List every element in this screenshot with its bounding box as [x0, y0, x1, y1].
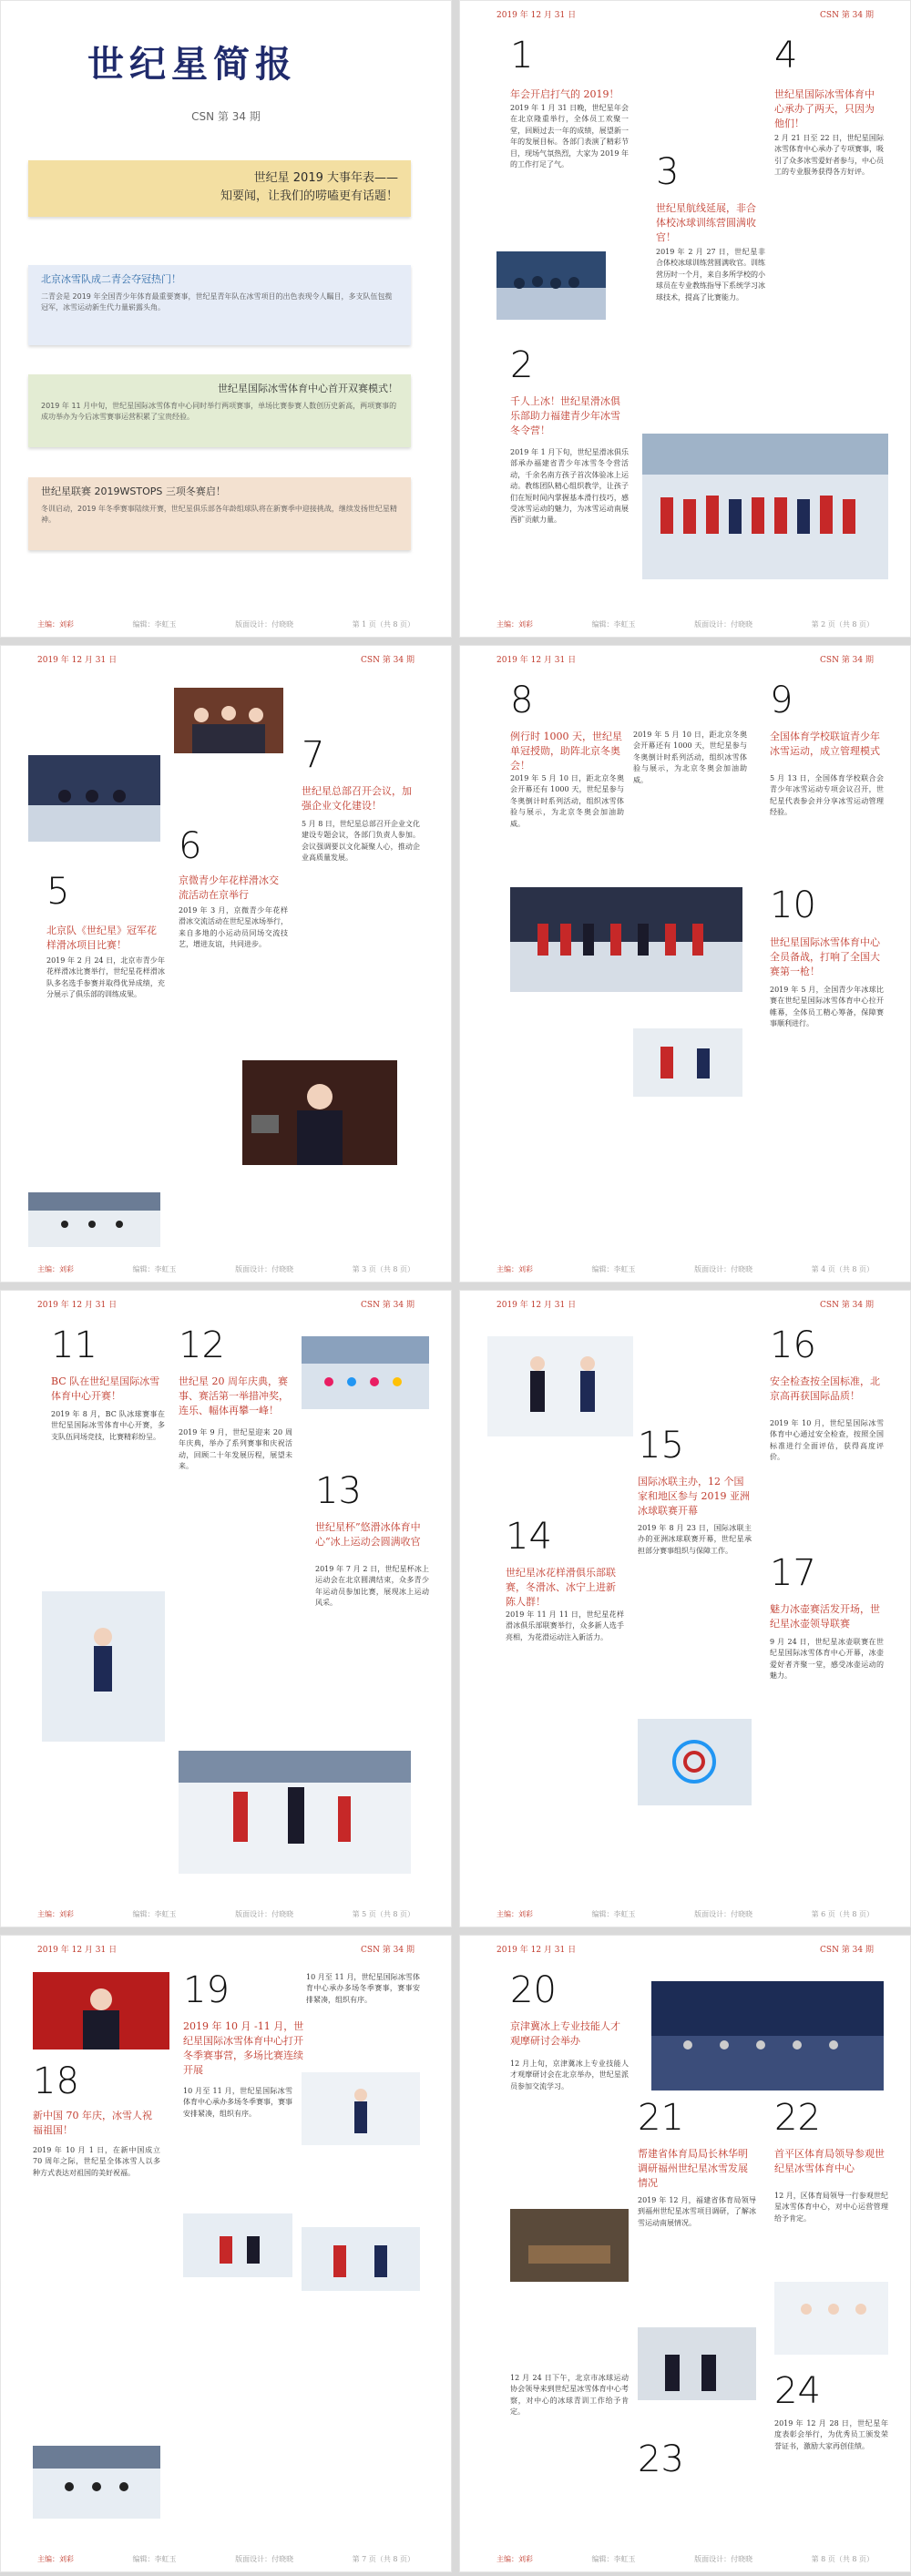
item-number: 23	[638, 2438, 684, 2480]
item-number: 17	[770, 1552, 816, 1594]
item-body-continued: 2019 年 5 月 10 日，距北京冬奥会开幕还有 1000 天，世纪星参与冬奥倒计时系列活动，组织冰雪体验与展示，为北京冬奥会加油助威。	[633, 731, 747, 784]
item-body: 5 月 13 日，全国体育学校联合会青少年冰雪运动专项会议召开，世纪星代表参会并分享冰雪运动管理经验。	[770, 774, 884, 817]
page-footer: 主编：刘彩 编辑：李虹玉 版面设计：付晓晓 第 8 页（共 8 页）	[496, 2555, 874, 2563]
item-body: 2019 年 12 月，福建省体育局领导到福州世纪星冰雪项目调研，了解冰雪运动南展情况。	[638, 2196, 756, 2227]
item-body: 2019 年 9 月，世纪星迎来 20 周年庆典，举办了系列赛事和庆祝活动，回顾二十年发展历程，展望未来。	[179, 1428, 292, 1471]
item-title: 千人上冰！世纪星滑冰俱乐部助力福建青少年冰雪冬令营！	[510, 395, 620, 436]
page-footer: 主编：刘彩 编辑：李虹玉 版面设计：付晓晓 第 5 页（共 8 页）	[37, 1910, 415, 1918]
item-title: 年会开启打气的 2019！	[510, 88, 619, 100]
photo-hockey-team	[642, 434, 888, 579]
item-number: 4	[774, 35, 798, 77]
summary-lead: 北京冰雪队成二青会夺冠热门！	[41, 273, 181, 285]
page-3	[0, 645, 452, 1283]
photo-team-gathering	[510, 887, 742, 992]
item-number: 10	[770, 884, 816, 926]
item-body: 2019 年 11 月 11 日，世纪星花样滑冰俱乐部联赛举行，众多新人选手亮相，为花滑运动注入新活力。	[506, 1610, 624, 1641]
item-body: 2019 年 1 月下旬，世纪星滑冰俱乐部承办福建省青少年冰雪冬令营活动，千余名南方孩子首次体验冰上运动。教练团队精心组织教学，让孩子们在短时间内掌握基本滑行技巧，感受冰雪运动的魅力，为冰雪运动南展西扩贡献力量。	[510, 448, 629, 525]
item-body: 2019 年 2 月 24 日，北京市青少年花样滑冰比赛举行，世纪星花样滑冰队多名选手参赛并取得优异成绩，充分展示了俱乐部的训练成果。	[46, 956, 165, 999]
item-title: 世纪星航线延展，非合体校冰球训练营圆满收官！	[656, 202, 756, 243]
item-title: 魅力冰壶赛活发开场，世纪星冰壶领导联赛	[770, 1603, 880, 1630]
item-number: 2	[510, 344, 534, 386]
item-number: 19	[183, 1969, 230, 2011]
page-header: 2019 年 12 月 31 日 CSN 第 34 期	[37, 1946, 415, 1955]
item-title: 世纪星国际冰雪体育中心全员备战，打响了全国大赛第一枪！	[770, 936, 880, 977]
item-body: 2019 年 10 月，世纪星国际冰雪体育中心通过安全检查，按照全国标准进行全面评估，获得高度评价。	[770, 1419, 884, 1462]
item-title: 首平区体育局领导参观世纪星冰雪体育中心	[774, 2148, 885, 2174]
item-body: 12 月 24 日下午，北京市冰球运动协会领导来到世纪星冰雪体育中心考察，对中心的冰球青训工作给予肯定。	[510, 2374, 629, 2417]
page-header: 2019 年 12 月 31 日 CSN 第 34 期	[37, 1301, 415, 1310]
item-title: 北京队《世纪星》冠军花样滑冰项目比赛！	[46, 925, 157, 951]
item-body: 2019 年 1 月 31 日晚，世纪星年会在北京隆重举行，全体员工欢聚一堂，回顾过去一年的成绩，展望新一年的发展目标。各部门表演了精彩节目，现场气氛热烈，大家为 2019 年的工作打足了气。	[510, 104, 629, 169]
issue-number: CSN 第 34 期	[191, 110, 261, 123]
page-footer: 主编：刘彩 编辑：李虹玉 版面设计：付晓晓 第 4 页（共 8 页）	[496, 1265, 874, 1273]
photo-skating-class	[33, 2446, 160, 2519]
item-number: 5	[46, 871, 70, 913]
page-8	[459, 1935, 911, 2572]
item-title: 新中国 70 年庆，冰雪人祝福祖国！	[33, 2110, 152, 2136]
item-number: 11	[51, 1324, 97, 1366]
item-number: 12	[179, 1324, 225, 1366]
item-body-continued: 10 月至 11 月，世纪星国际冰雪体育中心承办多场冬季赛事，赛事安排紧凑，组织有序。	[306, 1973, 420, 2004]
page-4	[459, 645, 911, 1283]
summary-text: 二青会是 2019 年全国青少年体育最重要赛事，世纪星青年队在冰雪项目的出色表现令人瞩目，多支队伍包揽冠军，冰雪运动新生代力量崭露头角。	[41, 291, 393, 312]
item-title: 2019 年 10 月 -11 月，世纪星国际冰雪体育中心打开冬季赛事营，多场比赛连续开展	[183, 2020, 304, 2076]
page-footer: 主编：刘彩 编辑：李虹玉 版面设计：付晓晓 第 7 页（共 8 页）	[37, 2555, 415, 2563]
item-number: 8	[510, 680, 534, 721]
page-title: 世纪星简报	[87, 44, 297, 86]
item-title: 世纪星冰花样滑俱乐部联赛，冬滑冰、冰宁上进新陈人群！	[506, 1567, 616, 1608]
photo-hockey-youth	[302, 2227, 420, 2291]
photo-group-portrait	[174, 688, 283, 753]
page-header: 2019 年 12 月 31 日 CSN 第 34 期	[37, 656, 415, 665]
item-number: 24	[774, 2370, 821, 2412]
page-footer: 主编：刘彩 编辑：李虹玉 版面设计：付晓晓 第 1 页（共 8 页）	[37, 620, 415, 629]
summary-text: 2019 年 11 月中旬，世纪星国际冰雪体育中心同时举行两项赛事，单场比赛参赛人数创历史新高，两项赛事的成功举办为今后冰雪赛事运营积累了宝贵经验。	[41, 401, 397, 421]
page-2	[459, 0, 911, 638]
item-number: 15	[638, 1425, 684, 1467]
item-body: 2019 年 5 月，全国青少年冰球比赛在世纪星国际冰雪体育中心拉开帷幕，全体员工精心筹备，保障赛事顺利进行。	[770, 986, 884, 1028]
item-body: 2019 年 5 月 10 日，距北京冬奥会开幕还有 1000 天，世纪星参与冬奥倒计时系列活动，组织冰雪体验与展示，为北京冬奥会加油助威。	[510, 774, 624, 828]
page-header: 2019 年 12 月 31 日 CSN 第 34 期	[496, 1946, 874, 1955]
item-body: 2 月 21 日至 22 日，世纪星国际冰雪体育中心承办了专项赛事，吸引了众多冰雪爱好者参与，中心员工的专业服务获得各方好评。	[774, 134, 884, 177]
banner-note	[28, 160, 411, 217]
summary-lead: 世纪星联赛 2019WSTOPS 三项冬赛启！	[41, 486, 226, 497]
photo-figure-skater	[42, 1591, 165, 1742]
page-header: 2019 年 12 月 31 日 CSN 第 34 期	[496, 11, 874, 20]
item-body: 5 月 8 日，世纪星总部召开企业文化建设专题会议，各部门负责人参加。会议强调要以文化凝聚人心，推动企业高质量发展。	[302, 820, 420, 863]
photo-conference	[651, 1981, 884, 2090]
item-title: 世纪星国际冰雪体育中心承办了两天，只因为他们！	[774, 88, 875, 129]
page-footer: 主编：刘彩 编辑：李虹玉 版面设计：付晓晓 第 6 页（共 8 页）	[496, 1910, 874, 1918]
item-number: 18	[33, 2060, 79, 2102]
photo-visit	[638, 2327, 756, 2400]
photo-meeting-room	[510, 2209, 629, 2282]
photo-celebration	[302, 1336, 429, 1409]
item-number: 7	[302, 734, 325, 776]
item-number: 20	[510, 1969, 557, 2011]
page-7	[0, 1935, 452, 2572]
item-body: 2019 年 3 月，京微青少年花样滑冰交流活动在世纪星冰场举行，来自多地的小运动员同场交流技艺，增进友谊，共同进步。	[179, 906, 288, 949]
item-title: BC 队在世纪星国际冰雪体育中心开赛！	[51, 1375, 160, 1402]
item-body: 9 月 24 日，世纪星冰壶联赛在世纪星国际冰雪体育中心开幕，冰壶爱好者齐聚一堂，感受冰壶运动的魅力。	[770, 1638, 884, 1681]
banner-text: 世纪星 2019 大事年表—— 知要闻，让我们的唠嗑更有话题！	[220, 171, 398, 203]
item-title: 全国体育学校联谊青少年冰雪运动，成立管理模式	[770, 731, 880, 757]
photo-skating-rink	[28, 1192, 160, 1247]
photo-interview	[242, 1060, 397, 1165]
page-5	[0, 1290, 452, 1927]
photo-short-track	[183, 2213, 292, 2277]
summary-lead: 世纪星国际冰雪体育中心首开双赛模式！	[218, 383, 398, 394]
page-6	[459, 1290, 911, 1927]
item-body: 2019 年 8 月 23 日，国际冰联主办的亚洲冰球联赛开幕，世纪星承担部分赛事组织与保障工作。	[638, 1524, 752, 1555]
item-number: 9	[770, 680, 793, 721]
photo-figure-skating-pair	[487, 1336, 633, 1436]
page-1	[0, 0, 452, 638]
summary-text: 冬训启动，2019 年冬季赛事陆续开赛，世纪星俱乐部各年龄组球队将在新赛季中迎接挑战，继续发扬世纪星精神。	[41, 504, 397, 524]
summary-box-2	[28, 374, 411, 447]
item-title: 安全检查按全国标准，北京高再获国际品质！	[770, 1375, 880, 1402]
item-number: 3	[656, 151, 680, 193]
item-body: 12 月上旬，京津冀冰上专业技能人才观摩研讨会在北京举办，世纪星派员参加交流学习。	[510, 2060, 629, 2090]
item-number: 22	[774, 2097, 821, 2139]
item-number: 13	[315, 1470, 362, 1512]
photo-skaters-group	[774, 2282, 888, 2355]
page-header: 2019 年 12 月 31 日 CSN 第 34 期	[496, 1301, 874, 1310]
page-footer: 主编：刘彩 编辑：李虹玉 版面设计：付晓晓 第 3 页（共 8 页）	[37, 1265, 415, 1273]
item-number: 1	[510, 35, 534, 77]
photo-coach-kids	[179, 1751, 411, 1874]
photo-coach-portrait	[33, 1972, 169, 2050]
page-footer: 主编：刘彩 编辑：李虹玉 版面设计：付晓晓 第 2 页（共 8 页）	[496, 620, 874, 629]
item-number: 16	[770, 1324, 816, 1366]
item-body: 10 月至 11 月，世纪星国际冰雪体育中心承办多场冬季赛事，赛事安排紧凑，组织有序。	[183, 2087, 292, 2118]
photo-skater-jump	[302, 2072, 420, 2145]
photo-hockey-action	[633, 1028, 742, 1097]
summary-box-1	[28, 265, 411, 345]
photo-players-bench	[496, 251, 606, 320]
item-body: 2019 年 8 月，BC 队冰球赛事在世纪星国际冰雪体育中心开赛，多支队伍同场竞技，比赛精彩纷呈。	[51, 1410, 165, 1441]
item-number: 14	[506, 1516, 552, 1558]
photo-award-event	[28, 755, 160, 842]
item-title: 例行时 1000 天，世纪星单冠授勋，助阵北京冬奥会！	[510, 731, 622, 772]
photo-curling-sheet	[638, 1719, 752, 1805]
item-body: 2019 年 12 月 28 日，世纪星年度表彰会举行，为优秀员工颁发荣誉证书，激励大家再创佳绩。	[774, 2419, 888, 2450]
item-title: 世纪星杯”悠滑冰体育中心“冰上运动会圆满收官	[315, 1521, 421, 1548]
page-header: 2019 年 12 月 31 日 CSN 第 34 期	[496, 656, 874, 665]
item-body: 2019 年 2 月 27 日，世纪星非合体校冰球训练营圆满收官。训练营历时一个月，来自多所学校的小球员在专业教练指导下系统学习冰球技术，提高了比赛能力。	[656, 248, 765, 302]
item-number: 6	[179, 825, 202, 867]
item-title: 京微青少年花样滑冰交流活动在京举行	[179, 874, 279, 901]
item-body: 2019 年 10 月 1 日，在新中国成立 70 周年之际，世纪星全体冰雪人以多种方式表达对祖国的美好祝福。	[33, 2146, 160, 2177]
item-body: 12 月，区体育局领导一行参观世纪星冰雪体育中心，对中心运营管理给予肯定。	[774, 2192, 888, 2223]
item-body: 2019 年 7 月 2 日，世纪星杯冰上运动会在北京圆满结束，众多青少年运动员参加比赛，展现冰上运动风采。	[315, 1565, 429, 1608]
item-number: 21	[638, 2097, 684, 2139]
summary-box-3	[28, 477, 411, 550]
item-title: 世纪星总部召开会议，加强企业文化建设！	[302, 785, 412, 812]
item-title: 京津冀冰上专业技能人才观摩研讨会举办	[510, 2020, 620, 2047]
item-title: 世纪星 20 周年庆典，赛事、赛活第一举措冲奖，连乐、幅体再攀一峰！	[179, 1375, 289, 1416]
item-title: 国际冰联主办，12 个国家和地区参与 2019 亚洲冰球联赛开幕	[638, 1476, 750, 1517]
item-title: 帮建省体育局局长林华明调研福州世纪星冰雪发展情况	[638, 2148, 748, 2189]
